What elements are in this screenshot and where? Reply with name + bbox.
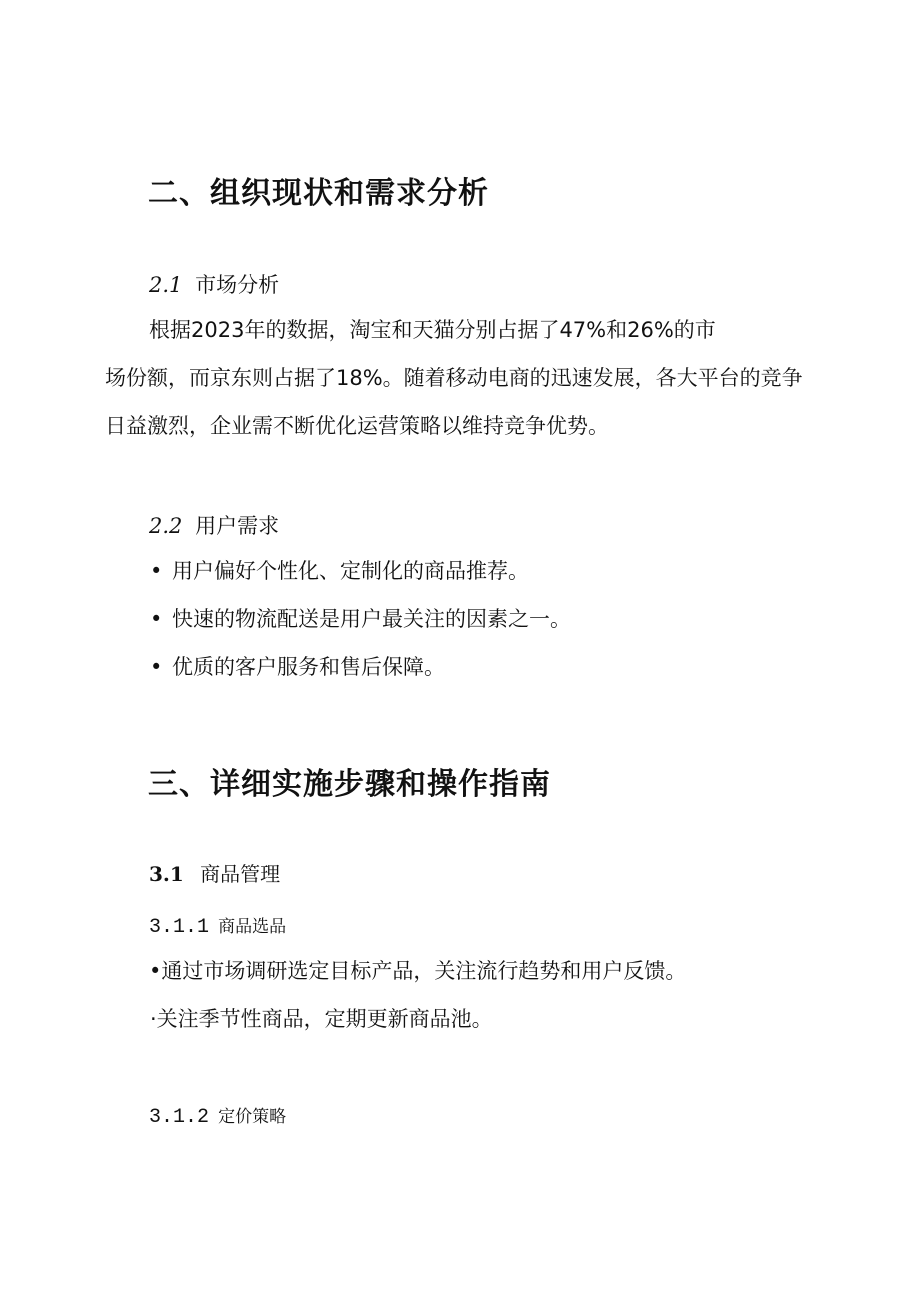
subsection-3-1-1-heading [149,912,286,939]
subsection-number: 3.1 [149,862,184,886]
subsection-title: 商品管理 [200,862,281,886]
bullet-icon: • [150,655,163,679]
market-paragraph-line-3: 日益激烈，企业需不断优化运营策略以维持竞争优势。 [105,414,609,438]
list-item: ·关注季节性商品，定期更新商品池。 [150,1007,493,1031]
section-3-heading: 三、详细实施步骤和操作指南 [148,767,551,802]
list-item: •通过市场调研选定目标产品，关注流行趋势和用户反馈。 [149,959,687,983]
list-item [150,549,529,594]
subsection-number: 2.1 [149,273,183,297]
list-item-text: 快速的物流配送是用户最关注的因素之一。 [172,607,571,631]
subsection-number: 2.2 [149,514,183,538]
bullet-icon: • [150,607,163,631]
subsection-title: 商品选品 [218,917,287,937]
list-item-text: 用户偏好个性化、定制化的商品推荐。 [172,559,529,583]
subsection-number: 3.1.1 [149,916,210,939]
market-paragraph-line-1: 根据2023年的数据，淘宝和天猫分别占据了47%和26%的市 [149,318,716,342]
subsection-2-2-heading [149,510,279,540]
subsection-title: 市场分析 [195,273,280,297]
section-2-heading: 二、组织现状和需求分析 [148,176,489,211]
subsection-3-1-heading [149,858,280,887]
bullet-icon: • [150,559,163,583]
subsection-2-1-heading [149,269,279,299]
market-paragraph-line-2: 场份额，而京东则占据了18%。随着移动电商的迅速发展，各大平台的竞争 [105,366,803,390]
subsection-3-1-2-heading [149,1102,286,1129]
list-item [150,645,445,690]
subsection-number: 3.1.2 [149,1106,210,1129]
subsection-title: 定价策略 [218,1107,287,1127]
list-item [150,597,571,642]
list-item-text: 优质的客户服务和售后保障。 [172,655,445,679]
subsection-title: 用户需求 [195,514,280,538]
